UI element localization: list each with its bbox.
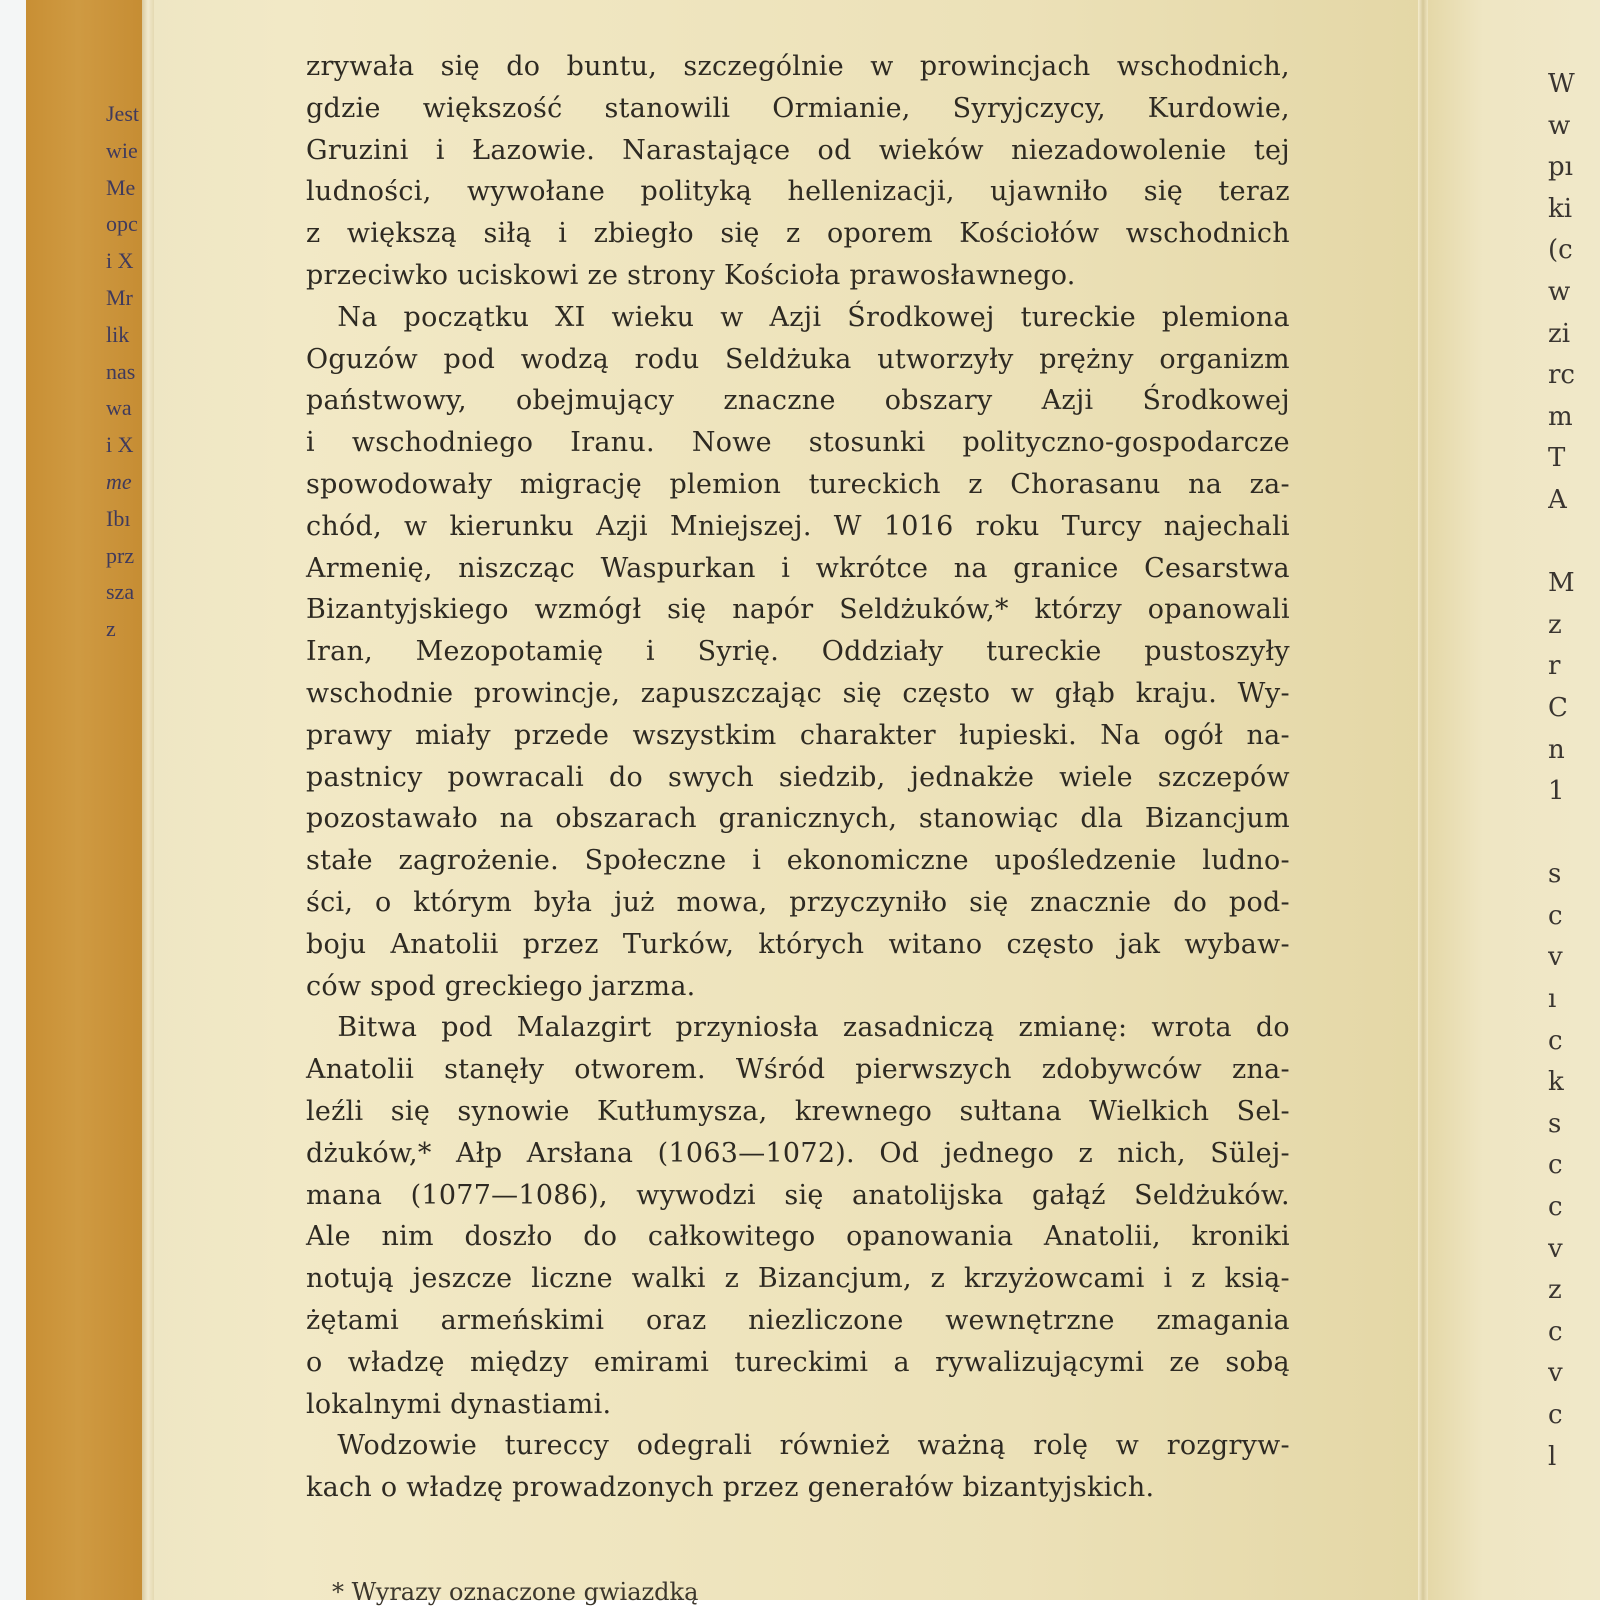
right-page-line: (c: [1548, 235, 1573, 266]
flap-line: nas: [106, 358, 136, 384]
text-line: prawy miały przede wszystkim charakter łupieski. Na ogół na-: [306, 718, 1290, 751]
text-line: Ale nim doszło do całkowitego opanowania Anatolii, kroniki: [306, 1220, 1290, 1253]
text-line: Iran, Mezopotamię i Syrię. Oddziały tureckie pustoszyły: [306, 635, 1290, 668]
right-page-line: ı: [1548, 984, 1557, 1015]
flap-line: lik: [106, 321, 130, 347]
text-line: Bitwa pod Malazgirt przyniosła zasadniczą zmianę: wrota do: [337, 1011, 1290, 1044]
text-line: gdzie większość stanowili Ormianie, Syryjczycy, Kurdowie,: [306, 91, 1290, 124]
right-page-line: zi: [1548, 318, 1571, 349]
text-line: Bizantyjskiego wzmógł się napór Seldżuków,* którzy opanowali: [306, 593, 1290, 626]
right-page-line: M: [1548, 568, 1575, 599]
text-line: ludności, wywołane polityką hellenizacji, ujawniło się teraz: [306, 175, 1290, 208]
text-line: notują jeszcze liczne walki z Bizancjum, z krzyżowcami i z ksią-: [306, 1262, 1290, 1295]
right-page-line: c: [1548, 1025, 1563, 1056]
right-page-text: [1548, 64, 1600, 1478]
text-line: wschodnie prowincje, zapuszczając się często w głąb kraju. Wy-: [306, 676, 1290, 709]
right-page-line: C: [1548, 692, 1568, 723]
flap-line: me: [106, 468, 132, 494]
right-page-line: 1: [1548, 776, 1565, 807]
text-line: stałe zagrożenie. Społeczne i ekonomiczne upośledzenie ludno-: [306, 844, 1290, 877]
text-line: ców spod greckiego jarzma.: [306, 969, 696, 1002]
text-line: Anatolii stanęły otworem. Wśród pierwszych zdobywców zna-: [306, 1053, 1290, 1086]
right-page-line: s: [1548, 1108, 1562, 1139]
right-page-line: z: [1548, 609, 1562, 640]
right-page-line: W: [1548, 69, 1575, 99]
flap-line: sza: [106, 579, 135, 605]
right-page-line: [1548, 813, 1600, 855]
text-line: chód, w kierunku Azji Mniejszej. W 1016 roku Turcy najechali: [306, 509, 1290, 542]
text-line: pozostawało na obszarach granicznych, stanowiąc dla Bizancjum: [306, 802, 1290, 835]
flap-line: Mr: [106, 284, 133, 310]
page-gutter: [1418, 0, 1428, 1600]
text-line: żętami armeńskimi oraz niezliczone wewnętrzne zmagania: [306, 1303, 1290, 1336]
text-line: dżuków,* Ałp Arsłana (1063—1072). Od jednego z nich, Sülej-: [306, 1136, 1290, 1169]
right-page-line: m: [1548, 401, 1573, 432]
text-line: Na początku XI wieku w Azji Środkowej tureckie plemiona: [337, 300, 1290, 333]
text-line: kach o władzę prowadzonych przez generałów bizantyjskich.: [306, 1471, 1155, 1504]
flap-line: Me: [106, 174, 136, 200]
right-page-line: v: [1548, 1358, 1563, 1389]
text-line: zrywała się do buntu, szczególnie w prowincjach wschodnich,: [306, 50, 1290, 82]
right-page-line: w: [1548, 110, 1571, 141]
text-line: lokalnymi dynastiami.: [306, 1387, 612, 1420]
right-page-line: rc: [1548, 360, 1575, 391]
text-line: Oguzów pod wodzą rodu Seldżuka utworzyły prężny organizm: [306, 342, 1290, 375]
right-page-line: c: [1548, 1150, 1563, 1181]
right-page-line: w: [1548, 276, 1571, 307]
text-line: Gruzini i Łazowie. Narastające od wieków niezadowolenie tej: [306, 133, 1290, 166]
text-line: mana (1077—1086), wywodzi się anatolijska gałąź Seldżuków.: [306, 1178, 1290, 1211]
main-page-text: [306, 46, 1310, 1509]
text-line: i wschodniego Iranu. Nowe stosunki polityczno-gospodarcze: [306, 426, 1290, 459]
right-page-line: c: [1548, 900, 1563, 931]
page-edge: [142, 0, 154, 1600]
text-line: pastnicy powracali do swych siedzib, jednakże wiele szczepów: [306, 760, 1290, 793]
text-line: przeciwko uciskowi ze strony Kościoła prawosławnego.: [306, 258, 1076, 291]
text-line: leźli się synowie Kutłumysza, krewnego sułtana Wielkich Sel-: [306, 1094, 1290, 1127]
right-page-line: ki: [1548, 193, 1573, 224]
right-page-line: n: [1548, 734, 1565, 765]
right-page-line: r: [1548, 651, 1561, 682]
text-line: o władzę między emirami tureckimi a rywalizującymi ze sobą: [306, 1345, 1290, 1378]
text-line: z większą siłą i zbiegło się z oporem Kościołów wschodnich: [306, 217, 1290, 250]
right-page-line: v: [1548, 1233, 1563, 1264]
background-strip: [0, 0, 26, 1600]
text-line: ści, o którym była już mowa, przyczyniło się znacznie do pod-: [306, 885, 1290, 918]
right-page-line: T: [1548, 443, 1566, 474]
right-page-line: k: [1548, 1067, 1564, 1098]
right-page-line: c: [1548, 1400, 1563, 1430]
flap-line: i X: [106, 432, 134, 458]
flap-line: Ibı: [106, 505, 131, 531]
right-page-line: z: [1548, 1275, 1562, 1306]
right-page-line: v: [1548, 942, 1563, 973]
right-page-line: A: [1548, 484, 1567, 515]
right-page-line: c: [1548, 1316, 1563, 1347]
flap-line: z: [106, 616, 116, 642]
right-page-line: s: [1548, 859, 1562, 890]
flap-line: i X: [106, 248, 134, 274]
text-line: boju Anatolii przez Turków, których witano często jak wybaw-: [306, 927, 1290, 960]
flap-line: wie: [106, 137, 138, 163]
footnote: * Wyrazy oznaczone gwiazdką: [332, 1578, 699, 1606]
text-line: Armenię, niszcząc Waspurkan i wkrótce na granice Cesarstwa: [306, 551, 1290, 584]
right-page-line: c: [1548, 1192, 1563, 1223]
text-line: spowodowały migrację plemion tureckich z Chorasanu na za-: [306, 467, 1290, 500]
right-page-line: l: [1548, 1441, 1557, 1472]
flap-line: Jest: [106, 101, 139, 126]
right-page-line: [1548, 522, 1600, 564]
cover-flap-text: [106, 96, 146, 648]
flap-line: wa: [106, 395, 132, 421]
flap-line: opc: [106, 211, 138, 237]
right-page-line: pı: [1548, 152, 1573, 183]
text-line: Wodzowie tureccy odegrali również ważną rolę w rozgryw-: [337, 1429, 1290, 1462]
flap-line: prz: [106, 542, 135, 568]
text-line: państwowy, obejmujący znaczne obszary Azji Środkowej: [306, 384, 1290, 417]
